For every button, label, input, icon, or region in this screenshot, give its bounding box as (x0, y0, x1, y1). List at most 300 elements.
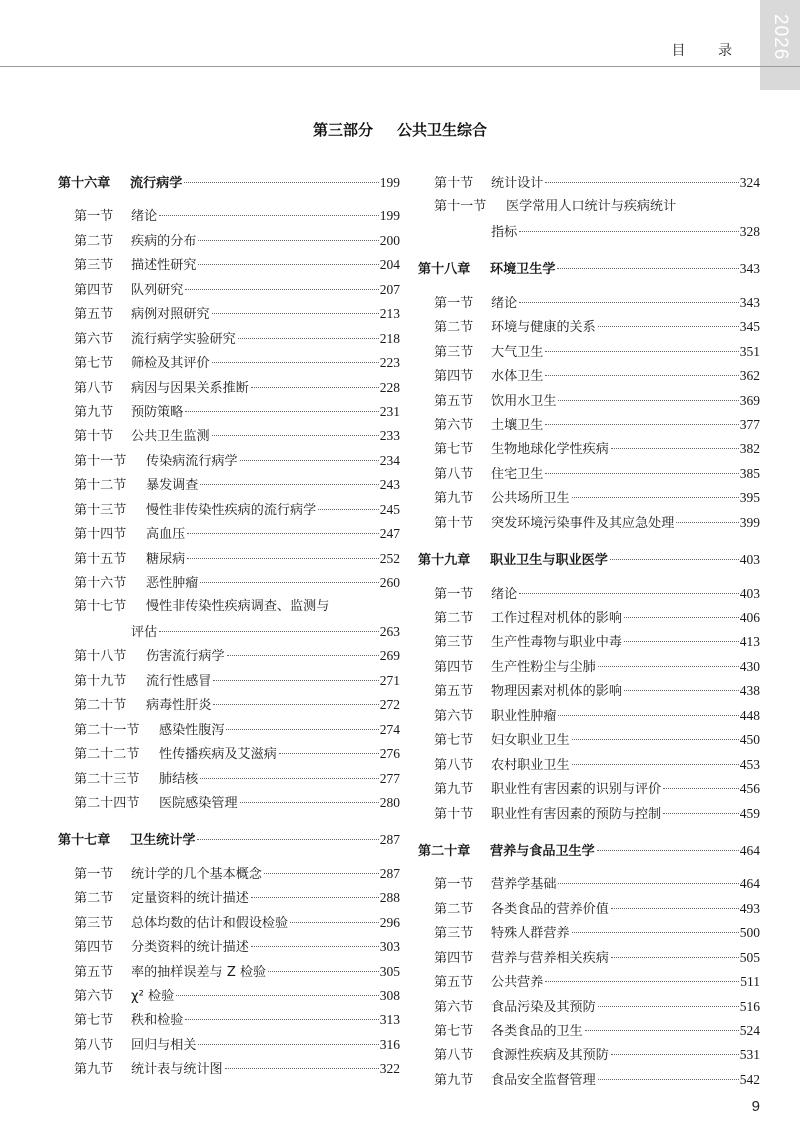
section-label: 第八节 (74, 1037, 114, 1053)
page-ref: 403 (739, 585, 760, 601)
toc-section[interactable] (58, 449, 400, 473)
leader-dots (212, 361, 379, 363)
toc-section[interactable] (418, 872, 760, 896)
section-label: 第六节 (74, 331, 114, 347)
section-title: 肺结核 (159, 771, 199, 787)
section-label: 第八节 (434, 1048, 474, 1064)
section-label: 第九节 (434, 782, 474, 798)
leader-dots (519, 301, 739, 303)
leader-dots (557, 267, 738, 269)
page-ref: 493 (739, 900, 760, 916)
leader-dots (268, 970, 379, 972)
toc-section[interactable] (58, 473, 400, 497)
leader-dots (198, 263, 378, 265)
leader-dots (624, 640, 739, 642)
leader-dots (558, 882, 738, 884)
section-title: 公共卫生监测 (131, 429, 210, 445)
page-ref: 200 (379, 232, 400, 248)
section-title: 生产性粉尘与尘肺 (491, 659, 596, 675)
page-ref: 213 (379, 306, 400, 322)
section-label: 第一节 (434, 295, 474, 311)
toc-chapter-18[interactable] (418, 257, 760, 281)
section-label: 第四节 (74, 940, 114, 956)
section-title: 糖尿病 (146, 551, 186, 567)
section-title: 慢性非传染性疾病的流行病学 (146, 502, 317, 518)
section-label: 第十节 (434, 806, 474, 822)
section-title: 感染性腹泻 (159, 722, 225, 738)
section-label: 第二节 (74, 233, 114, 249)
chapter-label: 第二十章 (418, 843, 471, 859)
page-ref: 204 (379, 257, 400, 273)
page-ref: 252 (379, 550, 400, 566)
section-label: 第二十一节 (74, 722, 140, 738)
header-divider (0, 66, 800, 67)
leader-dots (545, 350, 738, 352)
page-ref: 276 (379, 746, 400, 762)
section-title: 突发环境污染事件及其应急处理 (491, 515, 675, 531)
leader-dots (558, 714, 738, 716)
page-ref: 531 (739, 1047, 760, 1063)
toc-chapter-19[interactable] (418, 548, 760, 572)
section-title: 慢性非传染性疾病调查、监测与 (146, 599, 330, 615)
leader-dots (226, 728, 378, 730)
section-title: 农村职业卫生 (491, 757, 570, 773)
page-ref: 500 (739, 925, 760, 941)
page-ref: 313 (379, 1012, 400, 1028)
leader-dots (611, 907, 739, 909)
page-ref: 231 (379, 403, 400, 419)
page-ref: 438 (739, 683, 760, 699)
leader-dots (279, 752, 379, 754)
toc-section[interactable] (58, 327, 400, 351)
leader-dots (290, 921, 379, 923)
page-ref: 305 (379, 963, 400, 979)
section-title: 大气卫生 (491, 344, 544, 360)
section-label: 第十五节 (74, 551, 127, 567)
page-ref: 199 (379, 175, 400, 190)
section-title: 生物地球化学性疾病 (491, 442, 609, 458)
section-title: 队列研究 (131, 282, 184, 298)
section-title: 工作过程对机体的影响 (491, 611, 622, 626)
section-label: 第八节 (434, 466, 474, 482)
toc-chapter-17[interactable] (58, 828, 400, 852)
section-label: 第六节 (74, 989, 114, 1004)
section-label: 第九节 (434, 1072, 474, 1088)
leader-dots (159, 214, 379, 216)
section-label: 第二节 (434, 611, 474, 626)
section-title: 病毒性肝炎 (146, 698, 212, 714)
toc-section[interactable] (58, 791, 400, 815)
section-label: 第十二节 (74, 478, 127, 494)
leader-dots (159, 630, 379, 632)
toc-section[interactable] (58, 669, 400, 693)
toc-section[interactable] (58, 862, 400, 886)
page-ref: 362 (739, 368, 760, 384)
section-title-continued: 评估 (131, 624, 158, 640)
toc-section[interactable] (58, 376, 400, 400)
page-ref: 322 (379, 1061, 400, 1077)
section-title: 职业性有害因素的识别与评价 (491, 782, 662, 798)
leader-dots (198, 239, 378, 241)
section-label: 第二十二节 (74, 747, 140, 763)
page-ref: 277 (379, 770, 400, 786)
leader-dots (676, 521, 738, 523)
part-title (0, 119, 800, 140)
page-ref: 511 (740, 974, 760, 990)
page-ref: 199 (379, 208, 400, 224)
chapter-label: 第十六章 (58, 176, 111, 191)
toc-section[interactable] (58, 935, 400, 959)
section-title: 率的抽样误差与 Z 检验 (131, 964, 267, 980)
toc-section[interactable] (58, 693, 400, 717)
leader-dots (176, 994, 379, 996)
toc-section[interactable] (58, 424, 400, 448)
page-ref: 247 (379, 526, 400, 542)
leader-dots (197, 838, 378, 840)
toc-section[interactable] (418, 606, 760, 630)
toc-section[interactable] (58, 742, 400, 766)
page-ref: 399 (739, 514, 760, 530)
page-ref: 385 (739, 465, 760, 481)
page-ref: 228 (379, 379, 400, 395)
section-title: 分类资料的统计描述 (131, 940, 249, 956)
section-label: 第四节 (434, 659, 474, 675)
toc-section[interactable] (418, 364, 760, 388)
section-label: 第五节 (74, 964, 114, 980)
section-label: 第一节 (74, 209, 114, 225)
section-title: 流行病学实验研究 (131, 331, 236, 347)
chapter-title: 环境卫生学 (490, 262, 556, 278)
leader-dots (545, 980, 739, 982)
section-label: 第二节 (434, 320, 474, 336)
toc-section[interactable] (58, 960, 400, 984)
toc-section[interactable] (58, 351, 400, 375)
section-label: 第五节 (434, 684, 474, 700)
chapter-label: 第十九章 (418, 553, 471, 569)
leader-dots (251, 386, 379, 388)
chapter-label: 第十八章 (418, 262, 471, 278)
page-ref: 369 (739, 392, 760, 408)
leader-dots (663, 812, 739, 814)
leader-dots (187, 532, 378, 534)
leader-dots (200, 777, 378, 779)
year-label: 2026 (770, 14, 791, 61)
toc-section[interactable] (418, 582, 760, 606)
section-label: 第三节 (434, 344, 474, 360)
toc-section[interactable] (58, 253, 400, 277)
toc-column-right (418, 171, 760, 1092)
section-title: 医院感染管理 (159, 795, 238, 811)
toc-section[interactable] (418, 413, 760, 437)
section-title: 职业性有害因素的预防与控制 (491, 806, 662, 822)
section-title: 病例对照研究 (131, 307, 210, 323)
section-label: 第八节 (74, 380, 114, 396)
section-title: 性传播疾病及艾滋病 (159, 747, 277, 763)
toc-section[interactable] (418, 1019, 760, 1043)
section-title: 回归与相关 (131, 1037, 197, 1053)
page-ref: 260 (379, 575, 400, 590)
toc-section[interactable] (58, 718, 400, 742)
section-label: 第九节 (434, 491, 474, 507)
toc-section[interactable] (58, 571, 400, 595)
toc-section[interactable] (418, 437, 760, 461)
toc-section[interactable] (58, 278, 400, 302)
toc-section[interactable] (58, 547, 400, 571)
section-label: 第五节 (74, 307, 114, 323)
section-label: 第十八节 (74, 649, 127, 665)
toc-section[interactable] (418, 777, 760, 801)
toc-section[interactable] (418, 679, 760, 703)
toc-section[interactable] (418, 291, 760, 315)
section-label: 第二十三节 (74, 771, 140, 787)
section-label: 第一节 (434, 877, 474, 893)
page-ref: 450 (739, 732, 760, 748)
section-label: 第四节 (74, 282, 114, 298)
section-label: 第五节 (434, 975, 474, 991)
toc-section[interactable] (418, 630, 760, 654)
page-ref: 316 (379, 1036, 400, 1052)
section-label: 第二十四节 (74, 795, 140, 811)
section-label: 第七节 (74, 356, 114, 372)
page-ref: 377 (739, 416, 760, 432)
page-ref: 218 (379, 330, 400, 346)
toc-section[interactable] (418, 340, 760, 364)
section-label: 第十节 (434, 176, 474, 191)
section-title: 各类食品的卫生 (491, 1024, 583, 1039)
page-ref: 296 (379, 914, 400, 930)
leader-dots (198, 1043, 378, 1045)
toc-section[interactable] (418, 897, 760, 921)
section-title: 病因与因果关系推断 (131, 380, 249, 396)
section-label: 第七节 (434, 1024, 474, 1039)
leader-dots (185, 1018, 378, 1020)
leader-dots (624, 616, 739, 618)
section-title: 住宅卫生 (491, 466, 544, 482)
section-title: 公共场所卫生 (491, 491, 570, 507)
toc-section[interactable] (418, 802, 760, 826)
section-title: 疾病的分布 (131, 233, 197, 249)
toc-section[interactable] (418, 171, 760, 195)
toc-section[interactable] (418, 1043, 760, 1067)
section-label: 第三节 (434, 926, 474, 942)
page-ref: 303 (379, 939, 400, 955)
page-ref: 223 (379, 355, 400, 371)
leader-dots (545, 374, 738, 376)
leader-dots (598, 1005, 739, 1007)
chapter-title: 营养与食品卫生学 (490, 843, 595, 859)
toc-section[interactable] (418, 728, 760, 752)
leader-dots (225, 1067, 379, 1069)
section-title: 职业性肿瘤 (491, 708, 557, 724)
leader-dots (611, 956, 739, 958)
section-label: 第一节 (434, 586, 474, 602)
section-title: 各类食品的营养价值 (491, 901, 609, 917)
section-label: 第四节 (434, 950, 474, 966)
section-title: 统计设计 (491, 176, 544, 191)
page-ref: 395 (739, 490, 760, 506)
page-ref: 245 (379, 501, 400, 517)
page-ref: 403 (739, 552, 760, 568)
page-ref: 263 (379, 623, 400, 639)
section-label: 第二节 (74, 891, 114, 907)
toc-section[interactable] (418, 655, 760, 679)
section-label: 第十六节 (74, 576, 127, 591)
section-title: 恶性肿瘤 (146, 576, 199, 591)
toc-section[interactable] (58, 911, 400, 935)
leader-dots (611, 1053, 739, 1055)
page-ref: 542 (739, 1071, 760, 1087)
section-label: 第六节 (434, 999, 474, 1015)
toc-section[interactable] (58, 1057, 400, 1081)
toc-column-left (58, 171, 400, 1082)
toc-section[interactable] (58, 644, 400, 668)
section-label: 第十节 (74, 429, 114, 445)
section-title: 秩和检验 (131, 1013, 184, 1029)
section-label: 第七节 (434, 442, 474, 458)
page-ref: 516 (739, 998, 760, 1014)
section-title-continued: 指标 (491, 224, 518, 240)
toc-section[interactable] (418, 704, 760, 728)
section-title: 物理因素对机体的影响 (491, 684, 622, 700)
toc-section[interactable] (58, 984, 400, 1008)
toc-section[interactable] (418, 511, 760, 535)
page-ref: 274 (379, 721, 400, 737)
part-number: 第三部分 (312, 121, 373, 139)
toc-section[interactable] (418, 486, 760, 510)
leader-dots (545, 423, 738, 425)
leader-dots (611, 447, 739, 449)
section-title: 筛检及其评价 (131, 356, 210, 372)
section-label: 第十一节 (434, 199, 487, 215)
section-title: 绪论 (491, 586, 518, 602)
section-title: 营养学基础 (491, 877, 557, 893)
toc-section[interactable] (58, 498, 400, 522)
page-ref: 413 (739, 634, 760, 650)
leader-dots (212, 434, 379, 436)
toc-chapter-20[interactable] (418, 839, 760, 863)
section-title: 高血压 (146, 527, 186, 543)
section-title: 食品安全监督管理 (491, 1072, 596, 1088)
section-title: 生产性毒物与职业中毒 (491, 635, 622, 651)
section-title: 公共营养 (491, 975, 544, 991)
page-ref: 505 (739, 949, 760, 965)
toc-section[interactable] (418, 315, 760, 339)
section-title: 食品污染及其预防 (491, 999, 596, 1015)
toc-section[interactable] (58, 886, 400, 910)
leader-dots (185, 410, 378, 412)
page-ref: 308 (379, 988, 400, 1003)
leader-dots (598, 665, 739, 667)
section-label: 第三节 (74, 915, 114, 931)
section-label: 第二节 (434, 901, 474, 917)
page-ref: 207 (379, 281, 400, 297)
page-ref: 280 (379, 794, 400, 810)
leader-dots (238, 337, 379, 339)
leader-dots (213, 703, 378, 705)
page-ref: 272 (379, 697, 400, 713)
section-label: 第五节 (434, 393, 474, 409)
toc-section[interactable] (418, 995, 760, 1019)
toc-section[interactable] (418, 462, 760, 486)
section-title: 描述性研究 (131, 258, 197, 274)
toc-chapter-16[interactable] (58, 171, 400, 195)
leader-dots (663, 787, 739, 789)
toc-section[interactable] (58, 522, 400, 546)
page-ref: 459 (739, 805, 760, 821)
section-title: 流行性感冒 (146, 673, 212, 689)
section-label: 第六节 (434, 417, 474, 433)
toc-section[interactable] (418, 195, 760, 219)
toc-section[interactable] (58, 595, 400, 619)
toc-section[interactable] (58, 767, 400, 791)
section-title: χ² 检验 (131, 989, 175, 1004)
page-ref: 406 (739, 610, 760, 625)
toc-section[interactable] (58, 204, 400, 228)
section-title: 传染病流行病学 (146, 453, 238, 469)
leader-dots (240, 801, 379, 803)
toc-section[interactable] (418, 946, 760, 970)
toc-section-continued[interactable] (58, 620, 400, 644)
leader-dots (598, 325, 739, 327)
toc-section[interactable] (418, 921, 760, 945)
section-title: 统计表与统计图 (131, 1062, 223, 1078)
leader-dots (251, 945, 379, 947)
page-ref: 430 (739, 658, 760, 674)
leader-dots (200, 483, 378, 485)
page-ref: 287 (379, 865, 400, 881)
section-title: 饮用水卫生 (491, 393, 557, 409)
toc-section[interactable] (58, 1008, 400, 1032)
page-ref: 382 (739, 441, 760, 457)
year-tab (760, 0, 800, 90)
section-title: 营养与营养相关疾病 (491, 950, 609, 966)
page-number: 9 (751, 1098, 760, 1115)
section-label: 第七节 (74, 1013, 114, 1029)
section-title: 伤害流行病学 (146, 649, 225, 665)
leader-dots (318, 508, 379, 510)
page-ref: 288 (379, 890, 400, 906)
section-label: 第一节 (74, 866, 114, 882)
leader-dots (610, 558, 739, 560)
section-title: 预防策略 (131, 404, 184, 420)
page-ref: 234 (379, 452, 400, 468)
toc-section[interactable] (58, 302, 400, 326)
toc-section[interactable] (418, 970, 760, 994)
section-title: 总体均数的估计和假设检验 (131, 915, 289, 931)
leader-dots (572, 931, 739, 933)
toc-section[interactable] (418, 1068, 760, 1092)
leader-dots (185, 288, 378, 290)
section-label: 第十一节 (74, 453, 127, 469)
section-title: 定量资料的统计描述 (131, 891, 249, 907)
toc-section[interactable] (58, 1033, 400, 1057)
section-label: 第十九节 (74, 673, 127, 689)
toc-section-continued[interactable] (418, 220, 760, 244)
leader-dots (187, 557, 378, 559)
toc-section[interactable] (418, 753, 760, 777)
toc-section[interactable] (418, 389, 760, 413)
toc-section[interactable] (58, 229, 400, 253)
leader-dots (597, 849, 739, 851)
part-name: 公共卫生综合 (397, 121, 488, 139)
toc-section[interactable] (58, 400, 400, 424)
section-title: 食源性疾病及其预防 (491, 1048, 609, 1064)
leader-dots (212, 312, 379, 314)
section-label: 第六节 (434, 708, 474, 724)
page-ref: 233 (379, 428, 400, 444)
section-label: 第十七节 (74, 599, 127, 615)
page-ref: 351 (739, 343, 760, 359)
